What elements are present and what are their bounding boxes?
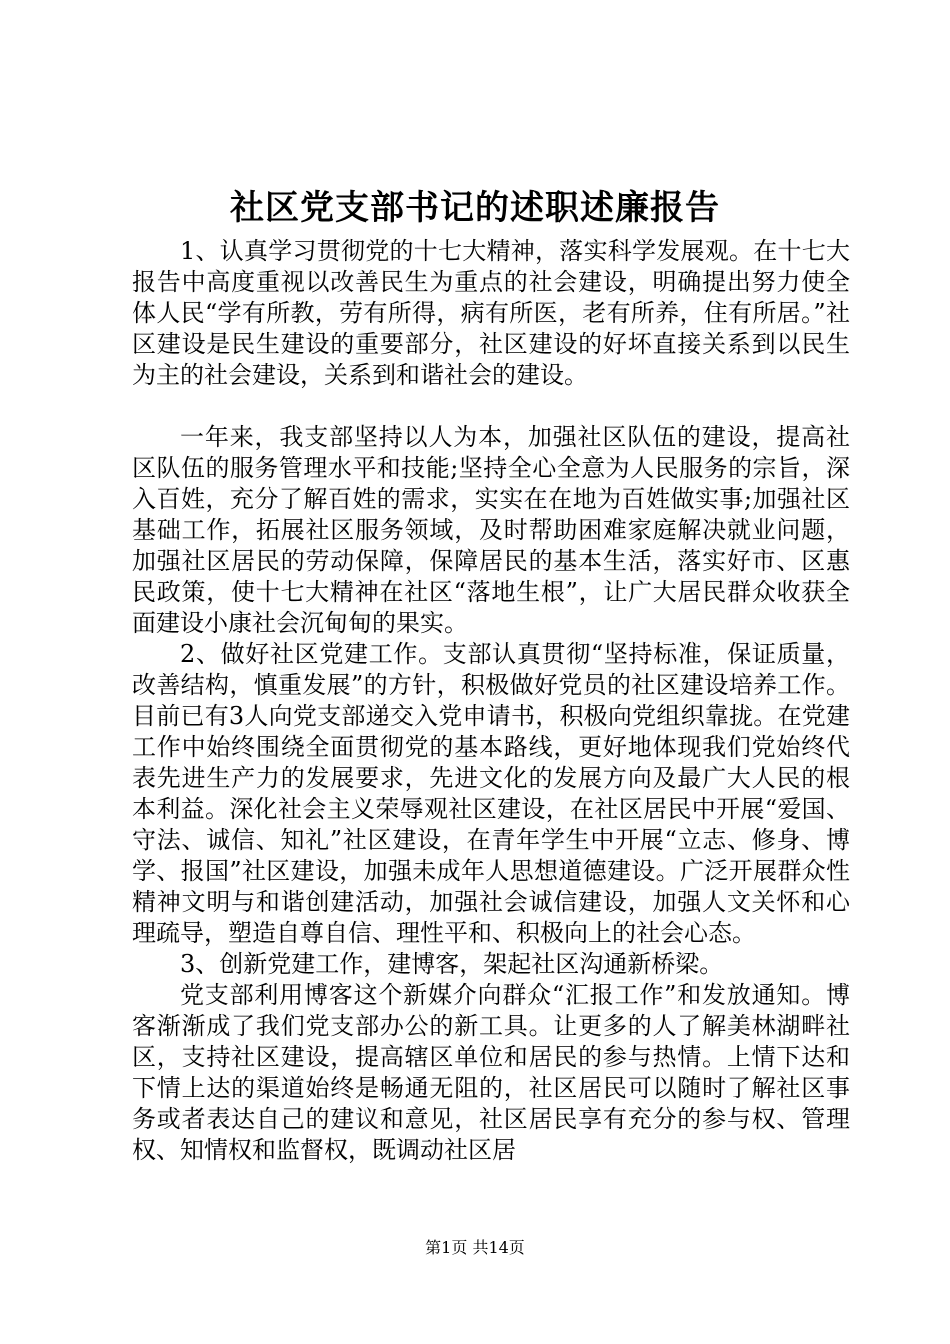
paragraph-4: 3、创新党建工作，建博客，架起社区沟通新桥梁。: [180, 950, 724, 978]
paragraph-2: 一年来，我支部坚持以人为本，加强社区队伍的建设，提高社区队伍的服务管理水平和技能;坚持全心全意为人民服务的宗旨，深入百姓，充分了解百姓的需求，实实在在地为百姓做实事;加强社区基础工作，拓展社区服务领域，及时帮助困难家庭解决就业问题，加强社区居民的劳动保障，保障居民的基本生活，落实好市、区惠民政策，使十七大精神在社区“落地生根”，让广大居民群众收获全面建设小康社会沉甸甸的果实。: [132, 423, 850, 637]
paragraph-1: 1、认真学习贯彻党的十七大精神，落实科学发展观。在十七大报告中高度重视以改善民生为重点的社会建设，明确提出努力使全体人民“学有所教，劳有所得，病有所医，老有所养，住有所居。”社区建设是民生建设的重要部分，社区建设的好坏直接关系到以民生为主的社会建设，关系到和谐社会的建设。: [132, 237, 850, 389]
page-number-footer: 第1页 共14页: [425, 1238, 525, 1257]
document-title: 社区党支部书记的述职述廉报告: [230, 188, 720, 228]
paragraph-5: 党支部利用博客这个新媒介向群众“汇报工作”和发放通知。博客渐渐成了我们党支部办公的新工具。让更多的人了解美林湖畔社区，支持社区建设，提高辖区单位和居民的参与热情。上情下达和下情上达的渠道始终是畅通无阻的，社区居民可以随时了解社区事务或者表达自己的建议和意见，社区居民享有充分的参与权、管理权、知情权和监督权，既调动社区居: [132, 981, 850, 1164]
document-body: [132, 236, 850, 1166]
paragraph-3: 2、做好社区党建工作。支部认真贯彻“坚持标准，保证质量，改善结构，慎重发展”的方针，积极做好党员的社区建设培养工作。目前已有3人向党支部递交入党申请书，积极向党组织靠拢。在党建工作中始终围绕全面贯彻党的基本路线，更好地体现我们党始终代表先进生产力的发展要求，先进文化的发展方向及最广大人民的根本利益。深化社会主义荣辱观社区建设，在社区居民中开展“爱国、守法、诚信、知礼”社区建设，在青年学生中开展“立志、修身、博学、报国”社区建设，加强未成年人思想道德建设。广泛开展群众性精神文明与和谐创建活动，加强社会诚信建设，加强人文关怀和心理疏导，塑造自尊自信、理性平和、积极向上的社会心态。: [132, 640, 850, 947]
